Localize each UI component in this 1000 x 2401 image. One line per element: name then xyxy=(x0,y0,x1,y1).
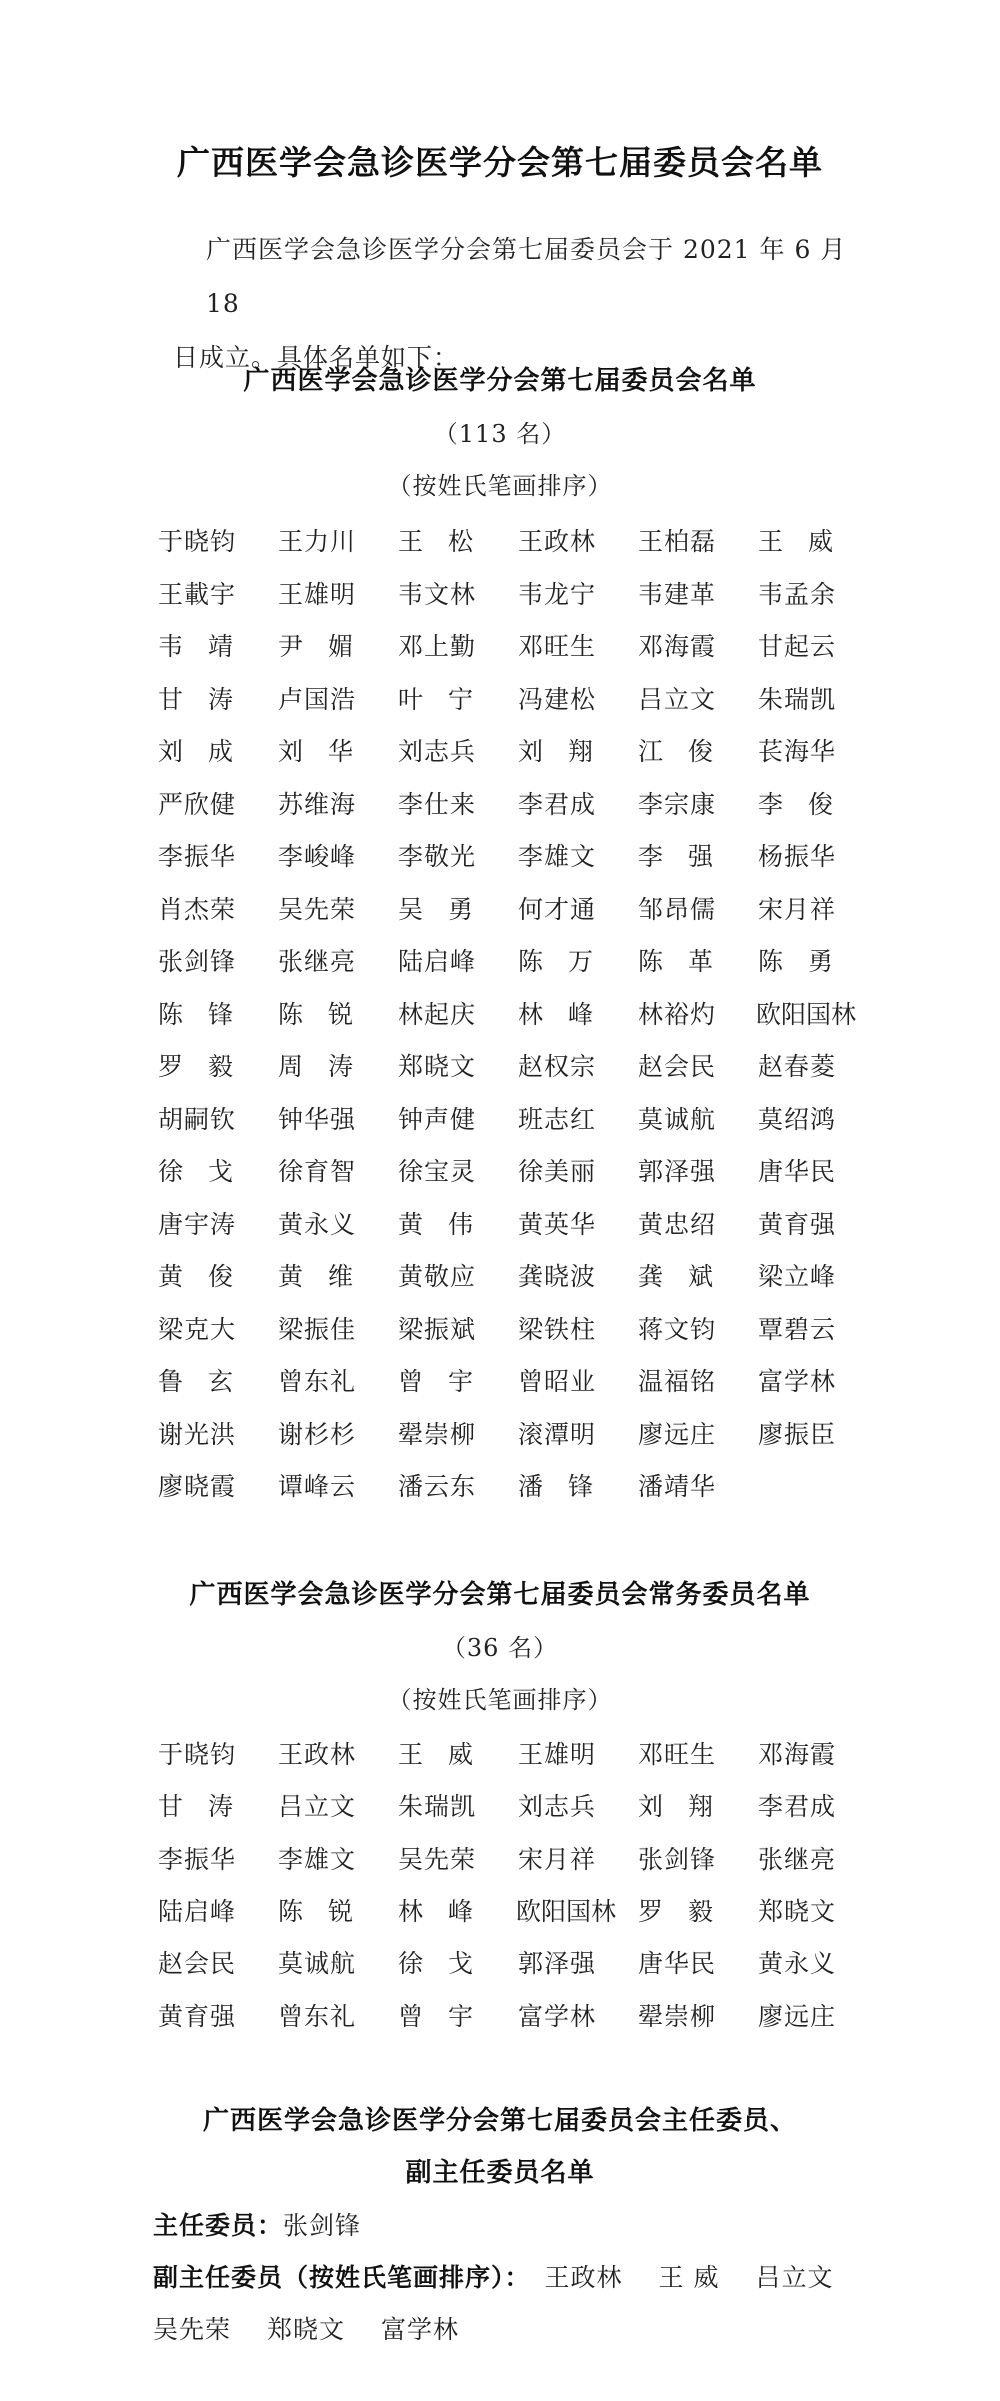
member-name: 翚崇柳 xyxy=(398,1419,477,1449)
member-name: 徐育智 xyxy=(278,1157,357,1186)
member-name: 李宗康 xyxy=(638,789,717,819)
member-name: 吴先荣 xyxy=(398,1844,477,1874)
member-name: 李君成 xyxy=(758,1792,837,1822)
committee-title: 广西医学会急诊医学分会第七届委员会名单 xyxy=(243,366,757,396)
member-name: 廖远庄 xyxy=(758,2001,837,2031)
member-name: 梁振佳 xyxy=(278,1314,357,1344)
name-row xyxy=(158,732,878,772)
intro-line-1: 广西医学会急诊医学分会第七届委员会于 2021 年 6 月 18 xyxy=(206,235,847,318)
member-name: 吴 勇 xyxy=(398,894,474,924)
committee-order-note: （按姓氏笔画排序） xyxy=(387,472,613,500)
member-name: 徐美丽 xyxy=(518,1157,597,1186)
member-name: 周 涛 xyxy=(278,1052,354,1081)
committee-count: （113 名） xyxy=(433,420,567,448)
member-name: 吴先荣 xyxy=(278,894,357,924)
name-row xyxy=(158,1047,878,1087)
member-name: 邓上勤 xyxy=(398,632,477,661)
member-name: 富学林 xyxy=(518,2001,597,2031)
name-row xyxy=(158,1310,878,1350)
member-name: 甘 涛 xyxy=(158,1792,234,1822)
member-name: 黄永义 xyxy=(758,1949,837,1979)
name-row xyxy=(158,1944,878,1984)
name-row xyxy=(158,1997,878,2037)
member-name: 胡嗣钦 xyxy=(158,1104,237,1134)
member-name: 江 俊 xyxy=(638,737,714,766)
member-name: 韦建革 xyxy=(638,579,717,609)
member-name: 蒋文钧 xyxy=(638,1314,717,1344)
member-name: 李峻峰 xyxy=(278,842,357,871)
member-name: 黄永义 xyxy=(278,1209,357,1239)
chair-line xyxy=(153,2206,361,2242)
member-name: 徐宝灵 xyxy=(398,1157,477,1186)
name-row xyxy=(158,785,878,825)
vice-chair-name: 郑晓文 xyxy=(267,2315,346,2344)
standing-order-note: （按姓氏笔画排序） xyxy=(387,1686,613,1714)
member-name: 于晓钧 xyxy=(158,1740,237,1769)
vice-chair-line-continued xyxy=(153,2310,495,2346)
member-name: 覃碧云 xyxy=(758,1314,837,1344)
member-name: 陈 革 xyxy=(638,947,714,976)
member-name: 刘 成 xyxy=(158,737,234,766)
member-name: 刘志兵 xyxy=(518,1792,597,1822)
name-row xyxy=(158,890,878,930)
member-name: 韦文林 xyxy=(398,579,477,609)
name-row xyxy=(158,1467,878,1507)
member-name: 龚晓波 xyxy=(518,1262,597,1291)
member-name: 肖杰荣 xyxy=(158,894,237,924)
member-name: 滚潭明 xyxy=(518,1419,597,1449)
name-row xyxy=(158,575,878,615)
member-name: 陆启峰 xyxy=(398,947,477,976)
name-row xyxy=(158,1362,878,1402)
member-name: 赵会民 xyxy=(638,1052,717,1081)
member-name: 罗 毅 xyxy=(638,1896,714,1926)
member-name: 陆启峰 xyxy=(158,1896,237,1926)
member-name: 甘 涛 xyxy=(158,684,234,714)
chair-label: 主任委员： xyxy=(153,2211,284,2240)
member-name: 廖远庄 xyxy=(638,1419,717,1449)
member-name: 刘 翔 xyxy=(518,737,594,766)
member-name: 韦 靖 xyxy=(158,632,234,661)
member-name: 谢杉杉 xyxy=(278,1419,357,1449)
member-name: 梁振斌 xyxy=(398,1314,477,1344)
member-name: 严欣健 xyxy=(158,789,237,819)
name-row xyxy=(158,942,878,982)
member-name: 黄育强 xyxy=(758,1209,837,1239)
member-name: 梁立峰 xyxy=(758,1262,837,1291)
vice-chair-label: 副主任委员（按姓氏笔画排序）： xyxy=(153,2263,531,2292)
member-name: 李君成 xyxy=(518,789,597,819)
member-name: 王 松 xyxy=(398,527,474,556)
member-name: 王政林 xyxy=(278,1740,357,1769)
member-name: 陈 勇 xyxy=(758,947,834,976)
member-name: 邓海霞 xyxy=(638,632,717,661)
member-name: 林起庆 xyxy=(398,999,477,1029)
name-row xyxy=(158,680,878,720)
chair-name: 张剑锋 xyxy=(283,2211,362,2240)
member-name: 刘志兵 xyxy=(398,737,477,766)
member-name: 朱瑞凯 xyxy=(758,684,837,714)
member-name: 徐 戈 xyxy=(158,1157,234,1186)
standing-title: 广西医学会急诊医学分会第七届委员会常务委员名单 xyxy=(189,1580,811,1610)
member-name: 翚崇柳 xyxy=(638,2001,717,2031)
member-name: 李 强 xyxy=(638,842,714,871)
name-row xyxy=(158,1152,878,1192)
member-name: 林 峰 xyxy=(398,1896,474,1926)
member-name: 王載宇 xyxy=(158,579,237,609)
member-name: 苏维海 xyxy=(278,789,357,819)
member-name: 叶 宁 xyxy=(398,684,474,714)
member-name: 曾 宇 xyxy=(398,1367,474,1396)
member-name: 陈 锋 xyxy=(158,999,234,1029)
member-name: 林 峰 xyxy=(518,999,594,1029)
member-name: 赵会民 xyxy=(158,1949,237,1979)
member-name: 宋月祥 xyxy=(758,894,837,924)
member-name: 李敬光 xyxy=(398,842,477,871)
vice-chair-name: 吴先荣 xyxy=(153,2315,232,2344)
member-name: 王柏磊 xyxy=(638,527,717,556)
member-name: 唐华民 xyxy=(758,1157,837,1186)
member-name: 王雄明 xyxy=(278,579,357,609)
member-name: 韦龙宁 xyxy=(518,579,597,609)
member-name: 曾东礼 xyxy=(278,1367,357,1396)
member-name: 莫诚航 xyxy=(278,1949,357,1979)
member-name: 富学林 xyxy=(758,1367,837,1396)
member-name: 吕立文 xyxy=(638,684,717,714)
member-name: 李雄文 xyxy=(278,1844,357,1874)
member-name: 徐 戈 xyxy=(398,1949,474,1979)
member-name: 吕立文 xyxy=(278,1792,357,1822)
member-name: 于晓钧 xyxy=(158,527,237,556)
member-name: 郭泽强 xyxy=(638,1157,717,1186)
member-name: 潘靖华 xyxy=(638,1472,717,1501)
member-name: 黄 伟 xyxy=(398,1209,474,1239)
member-name: 邓海霞 xyxy=(758,1740,837,1769)
vice-chair-name: 王 威 xyxy=(658,2263,720,2292)
member-name: 邓旺生 xyxy=(638,1740,717,1769)
member-name: 尹 媚 xyxy=(278,632,354,661)
leaders-title-line-1: 广西医学会急诊医学分会第七届委员会主任委员、 xyxy=(202,2106,797,2136)
standing-count: （36 名） xyxy=(441,1634,559,1662)
member-name: 郭泽强 xyxy=(518,1949,597,1979)
member-name: 郑晓文 xyxy=(758,1896,837,1926)
member-name: 欧阳国林 xyxy=(516,1896,617,1926)
member-name: 曾 宇 xyxy=(398,2001,474,2031)
member-name: 王 威 xyxy=(758,527,834,556)
member-name: 黄 维 xyxy=(278,1262,354,1291)
member-name: 钟华强 xyxy=(278,1104,357,1134)
member-name: 黄 俊 xyxy=(158,1262,234,1291)
member-name: 陈 万 xyxy=(518,947,594,976)
member-name: 张继亮 xyxy=(758,1844,837,1874)
member-name: 龚 斌 xyxy=(638,1262,714,1291)
name-row xyxy=(158,1892,878,1932)
name-row xyxy=(158,837,878,877)
member-name: 王 威 xyxy=(398,1740,474,1769)
member-name: 廖振臣 xyxy=(758,1419,837,1449)
member-name: 莫绍鸿 xyxy=(758,1104,837,1134)
member-name: 谢光洪 xyxy=(158,1419,237,1449)
member-name: 李雄文 xyxy=(518,842,597,871)
member-name: 潘 锋 xyxy=(518,1472,594,1501)
member-name: 李仕来 xyxy=(398,789,477,819)
name-row xyxy=(158,1735,878,1775)
member-name: 潘云东 xyxy=(398,1472,477,1501)
vice-chair-name: 富学林 xyxy=(381,2315,460,2344)
name-row xyxy=(158,1415,878,1455)
member-name: 鲁 玄 xyxy=(158,1367,234,1396)
member-name: 欧阳国林 xyxy=(756,999,857,1029)
name-row xyxy=(158,995,878,1035)
member-name: 刘 华 xyxy=(278,737,354,766)
member-name: 甘起云 xyxy=(758,632,837,661)
leaders-title-line-2: 副主任委员名单 xyxy=(405,2158,595,2188)
member-name: 钟声健 xyxy=(398,1104,477,1134)
member-name: 王雄明 xyxy=(518,1740,597,1769)
member-name: 黄敬应 xyxy=(398,1262,477,1291)
member-name: 莫诚航 xyxy=(638,1104,717,1134)
member-name: 曾昭业 xyxy=(518,1367,597,1396)
name-row xyxy=(158,1840,878,1880)
vice-chair-name: 王政林 xyxy=(544,2263,623,2292)
name-row xyxy=(158,522,878,562)
member-name: 黄育强 xyxy=(158,2001,237,2031)
member-name: 罗 毅 xyxy=(158,1052,234,1081)
member-name: 王力川 xyxy=(278,527,357,556)
member-name: 苌海华 xyxy=(758,737,837,766)
member-name: 张继亮 xyxy=(278,947,357,976)
member-name: 邹昂儒 xyxy=(638,894,717,924)
member-name: 赵春菱 xyxy=(758,1052,837,1081)
member-name: 卢国浩 xyxy=(278,684,357,714)
name-row xyxy=(158,1100,878,1140)
member-name: 陈 锐 xyxy=(278,1896,354,1926)
page-title: 广西医学会急诊医学分会第七届委员会名单 xyxy=(177,143,823,182)
member-name: 张剑锋 xyxy=(158,947,237,976)
member-name: 李振华 xyxy=(158,1844,237,1874)
member-name: 班志红 xyxy=(518,1104,597,1134)
member-name: 郑晓文 xyxy=(398,1052,477,1081)
name-row xyxy=(158,1257,878,1297)
member-name: 邓旺生 xyxy=(518,632,597,661)
name-row xyxy=(158,627,878,667)
member-name: 杨振华 xyxy=(758,842,837,871)
member-name: 李 俊 xyxy=(758,789,834,819)
member-name: 梁克大 xyxy=(158,1314,237,1344)
name-row xyxy=(158,1205,878,1245)
intro-line-2: 日成立。具体名单如下： xyxy=(173,343,460,372)
vice-chair-name: 吕立文 xyxy=(755,2263,834,2292)
member-name: 张剑锋 xyxy=(638,1844,717,1874)
member-name: 谭峰云 xyxy=(278,1472,357,1501)
member-name: 温福铭 xyxy=(638,1367,717,1396)
member-name: 唐宇涛 xyxy=(158,1209,237,1239)
member-name: 陈 锐 xyxy=(278,999,354,1029)
member-name: 廖晓霞 xyxy=(158,1472,237,1501)
member-name: 唐华民 xyxy=(638,1949,717,1979)
member-name: 何才通 xyxy=(518,894,597,924)
member-name: 韦孟余 xyxy=(758,579,837,609)
member-name: 冯建松 xyxy=(518,684,597,714)
member-name: 黄忠绍 xyxy=(638,1209,717,1239)
member-name: 李振华 xyxy=(158,842,237,871)
member-name: 王政林 xyxy=(518,527,597,556)
vice-chair-line xyxy=(153,2258,870,2294)
member-name: 赵权宗 xyxy=(518,1052,597,1081)
member-name: 林裕灼 xyxy=(638,999,717,1029)
member-name: 梁铁柱 xyxy=(518,1314,597,1344)
member-name: 曾东礼 xyxy=(278,2001,357,2031)
member-name: 黄英华 xyxy=(518,1209,597,1239)
member-name: 刘 翔 xyxy=(638,1792,714,1822)
name-row xyxy=(158,1787,878,1827)
member-name: 宋月祥 xyxy=(518,1844,597,1874)
member-name: 朱瑞凯 xyxy=(398,1792,477,1822)
